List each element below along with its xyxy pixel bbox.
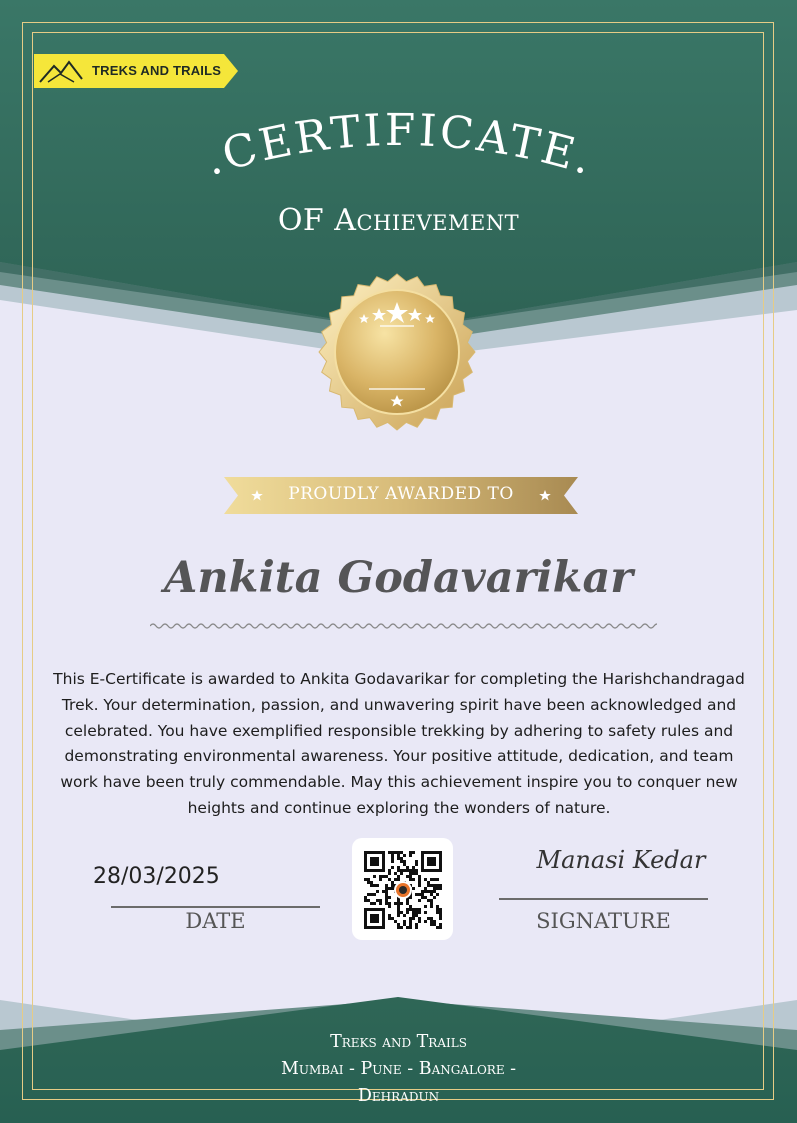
date-line bbox=[111, 906, 320, 908]
certificate-title-text: .CERTIFICATE. bbox=[199, 104, 601, 186]
recipient-name: Ankita Godavarikar bbox=[164, 553, 633, 603]
signature-name: Manasi Kedar bbox=[536, 846, 706, 874]
logo-text: TREKS AND TRAILS bbox=[92, 63, 222, 78]
footer-cities: Mumbai - Pune - Bangalore - Dehradun bbox=[280, 1059, 517, 1106]
qr-code-icon[interactable] bbox=[364, 851, 442, 929]
certificate-subtitle: OF Achievement bbox=[277, 203, 520, 238]
gold-seal-stars-icon bbox=[317, 272, 477, 432]
wavy-divider bbox=[150, 620, 657, 632]
awarded-label: PROUDLY AWARDED TO bbox=[288, 484, 514, 504]
certificate-body-text: This E-Certificate is awarded to Ankita Godavarikar for completing the Harishchandragad Trek. Your determination, passion, and unwavering spirit have been acknowledged and celebrated. You have exemplified responsible trekking by adhering to safety rules and demonstrating environmental awareness. Your positive attitude, dedication, and team work have been truly commendable. May this achievement inspire you to conquer new heights and continue exploring the wonders of nature. bbox=[53, 670, 745, 817]
certificate-title bbox=[150, 95, 650, 205]
signature-label: SIGNATURE bbox=[536, 909, 671, 933]
footer-org: Treks and Trails bbox=[330, 1032, 467, 1052]
signature-line bbox=[499, 898, 708, 900]
footer bbox=[0, 1029, 797, 1110]
date-label: DATE bbox=[185, 909, 246, 933]
date-value: 28/03/2025 bbox=[93, 864, 220, 889]
